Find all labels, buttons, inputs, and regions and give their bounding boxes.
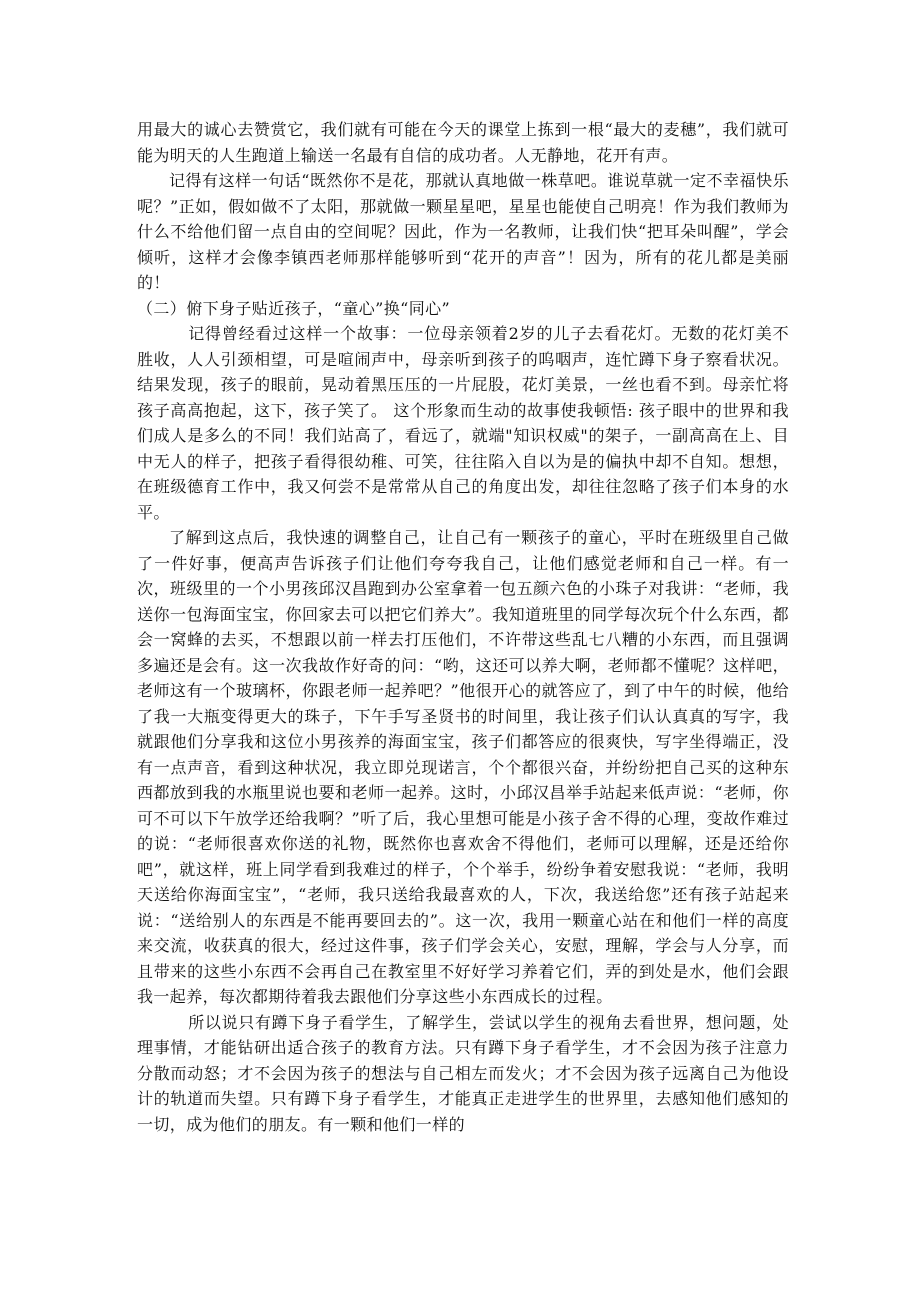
document-page [137,117,789,1137]
paragraph-3: 记得曾经看过这样一个故事：一位母亲领着2岁的儿子去看花灯。无数的花灯美不胜收，人人引颈相望，可是喧闹声中，母亲听到孩子的呜咽声，连忙蹲下身子察看状况。结果发现，孩子的眼前，晃动着黑压压的一片屁股，花灯美景，一丝也看不到。母亲忙将孩子高高抱起，这下，孩子笑了。 这个形象而生动的故事使我顿悟: 孩子眼中的世界和我们成人是多么的不同！我们站高了，看远了，就端"知识权威"的架子，一副高高在上、目中无人的样子，把孩子看得很幼稚、可笑，往往陷入自以为是的偏执中却不自知。想想，在班级德育工作中，我又何尝不是常常从自己的角度出发，却往往忽略了孩子们本身的水平。 [137,324,789,522]
paragraph-4: 了解到这点后，我快速的调整自己，让自己有一颗孩子的童心，平时在班级里自己做了一件好事，便高声告诉孩子们让他们夸夸我自己，让他们感觉老师和自己一样。有一次，班级里的一个小男孩邱汉昌跑到办公室拿着一包五颜六色的小珠子对我讲：“老师，我送你一包海面宝宝，你回家去可以把它们养大”。我知道班里的同学每次玩个什么东西，都会一窝蜂的去买，不想跟以前一样去打压他们，不许带这些乱七八糟的小东西，而且强调多遍还是会有。这一次我故作好奇的问：“哟，这还可以养大啊，老师都不懂呢？这样吧，老师这有一个玻璃杯，你跟老师一起养吧？”他很开心的就答应了，到了中午的时候，他给了我一大瓶变得更大的珠子，下午手写圣贤书的时间里，我让孩子们认认真真的写字，我就跟他们分享我和这位小男孩养的海面宝宝，孩子们都答应的很爽快，写字坐得端正，没有一点声音，看到这种状况，我立即兑现诺言，个个都很兴奋，并纷纷把自己买的这种东西都放到我的水瓶里说也要和老师一起养。这时，小邱汉昌举手站起来低声说：“老师，你可不可以下午放学还给我啊？”听了后，我心里想可能是小孩子舍不得的心理，变故作难过的说：“老师很喜欢你送的礼物，既然你也喜欢舍不得他们，老师可以理解，还是还给你吧”，就这样，班上同学看到我难过的样子，个个举手，纷纷争着安慰我说：“老师，我明天送给你海面宝宝”，“老师，我只送给我最喜欢的人，下次，我送给您”还有孩子站起来说：“送给别人的东西是不能再要回去的”。这一次，我用一颗童心站在和他们一样的高度来交流，收获真的很大，经过这件事，孩子们学会关心，安慰，理解，学会与人分享，而且带来的这些小东西不会再自己在教室里不好好学习养着它们，弄的到处是水，他们会跟我一起养，每次都期待着我去跟他们分享这些小东西成长的过程。 [137,528,789,1006]
paragraph-5: 所以说只有蹲下身子看学生，了解学生，尝试以学生的视角去看世界，想问题，处理事情，才能钻研出适合孩子的教育方法。只有蹲下身子看学生，才不会因为孩子注意力分散而动怒；才不会因为孩子的想法与自己相左而发火；才不会因为孩子远离自己为他设计的轨道而失望。只有蹲下身子看学生，才能真正走进学生的世界里，去感知他们感知的一切，成为他们的朋友。有一颗和他们一样的 [137,1012,789,1134]
paragraph-1: 用最大的诚心去赞赏它，我们就有可能在今天的课堂上拣到一根“最大的麦穗”，我们就可能为明天的人生跑道上输送一名最有自信的成功者。人无静地，花开有声。 [137,120,789,165]
section-heading: （二）俯下身子贴近孩子，“童心”换“同心” [137,298,451,318]
paragraph-2: 记得有这样一句话“既然你不是花，那就认真地做一株草吧。谁说草就一定不幸福快乐呢？”正如，假如做不了太阳，那就做一颗星星吧，星星也能使自己明亮！作为我们教师为什么不给他们留一点自由的空间呢？因此，作为一名教师，让我们快“把耳朵叫醒”，学会倾听，这样才会像李镇西老师那样能够听到“花开的声音”！因为，所有的花儿都是美丽的！ [137,171,789,292]
